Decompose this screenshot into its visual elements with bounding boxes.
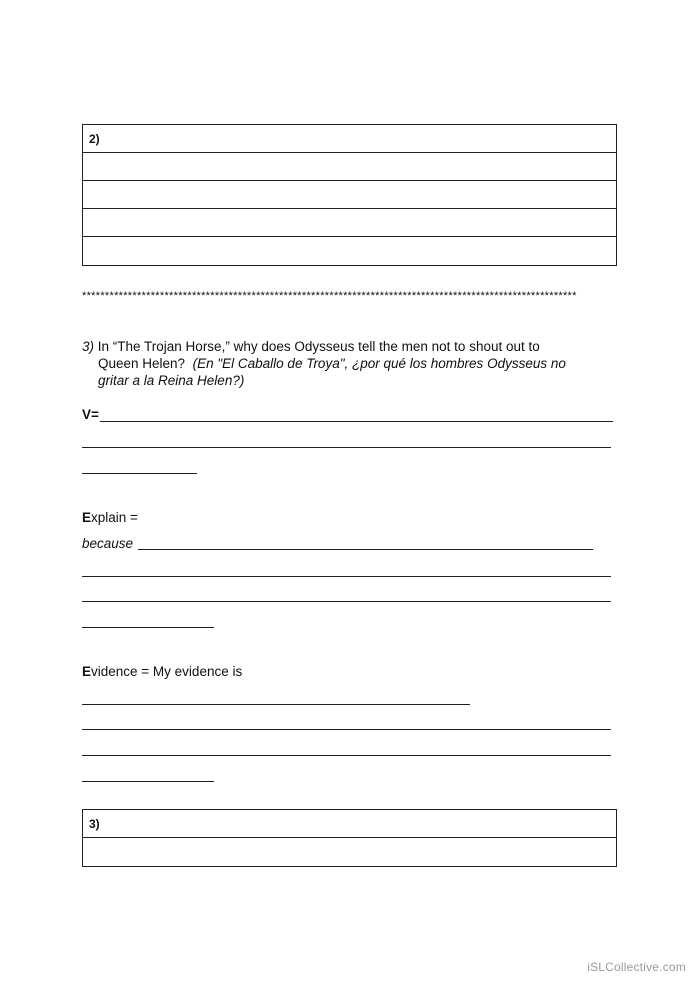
verdict-answer-line[interactable] — [100, 421, 613, 422]
answer-box-2-line[interactable] — [83, 153, 616, 181]
question-3 — [82, 338, 622, 389]
answer-box-2-line[interactable] — [83, 209, 616, 237]
answer-box-2-line[interactable] — [83, 237, 616, 265]
verdict-answer-line[interactable] — [82, 473, 197, 474]
explain-answer-line[interactable] — [82, 627, 214, 628]
evidence-answer-line[interactable] — [82, 704, 470, 705]
explain-answer-line[interactable] — [82, 576, 611, 577]
question-text-es-1: (En "El Caballo de Troya", ¿por qué los hombres Odysseus no — [192, 356, 566, 371]
question-line-2 — [82, 355, 622, 372]
answer-box-3-header — [83, 810, 616, 838]
answer-box-3-label: 3) — [89, 817, 100, 831]
answer-box-2-header — [83, 125, 616, 153]
answer-box-3-line[interactable] — [83, 838, 616, 866]
answer-box-3 — [82, 809, 617, 867]
question-text-es-2: gritar a la Reina Helen?) — [98, 373, 245, 388]
question-text-en-2: Queen Helen? — [98, 356, 186, 371]
question-text-en-1: In “The Trojan Horse,” why does Odysseus tell the men not to shout out to — [94, 339, 540, 354]
verdict-label: V= — [82, 407, 99, 422]
explain-answer-line[interactable] — [138, 549, 593, 550]
evidence-answer-line[interactable] — [82, 781, 214, 782]
star-separator: ************************************************************************************************************ — [82, 290, 577, 302]
answer-box-2 — [82, 124, 617, 266]
answer-box-2-label: 2) — [89, 132, 100, 146]
question-number: 3) — [82, 339, 95, 354]
explain-label: Explain = — [82, 510, 138, 525]
answer-box-2-line[interactable] — [83, 181, 616, 209]
watermark-text: iSLCollective.com — [587, 960, 686, 974]
evidence-answer-line[interactable] — [82, 729, 611, 730]
explain-answer-line[interactable] — [82, 601, 611, 602]
verdict-answer-line[interactable] — [82, 447, 611, 448]
evidence-label: Evidence = My evidence is — [82, 664, 243, 679]
evidence-answer-line[interactable] — [82, 755, 611, 756]
because-label: because — [82, 536, 134, 551]
